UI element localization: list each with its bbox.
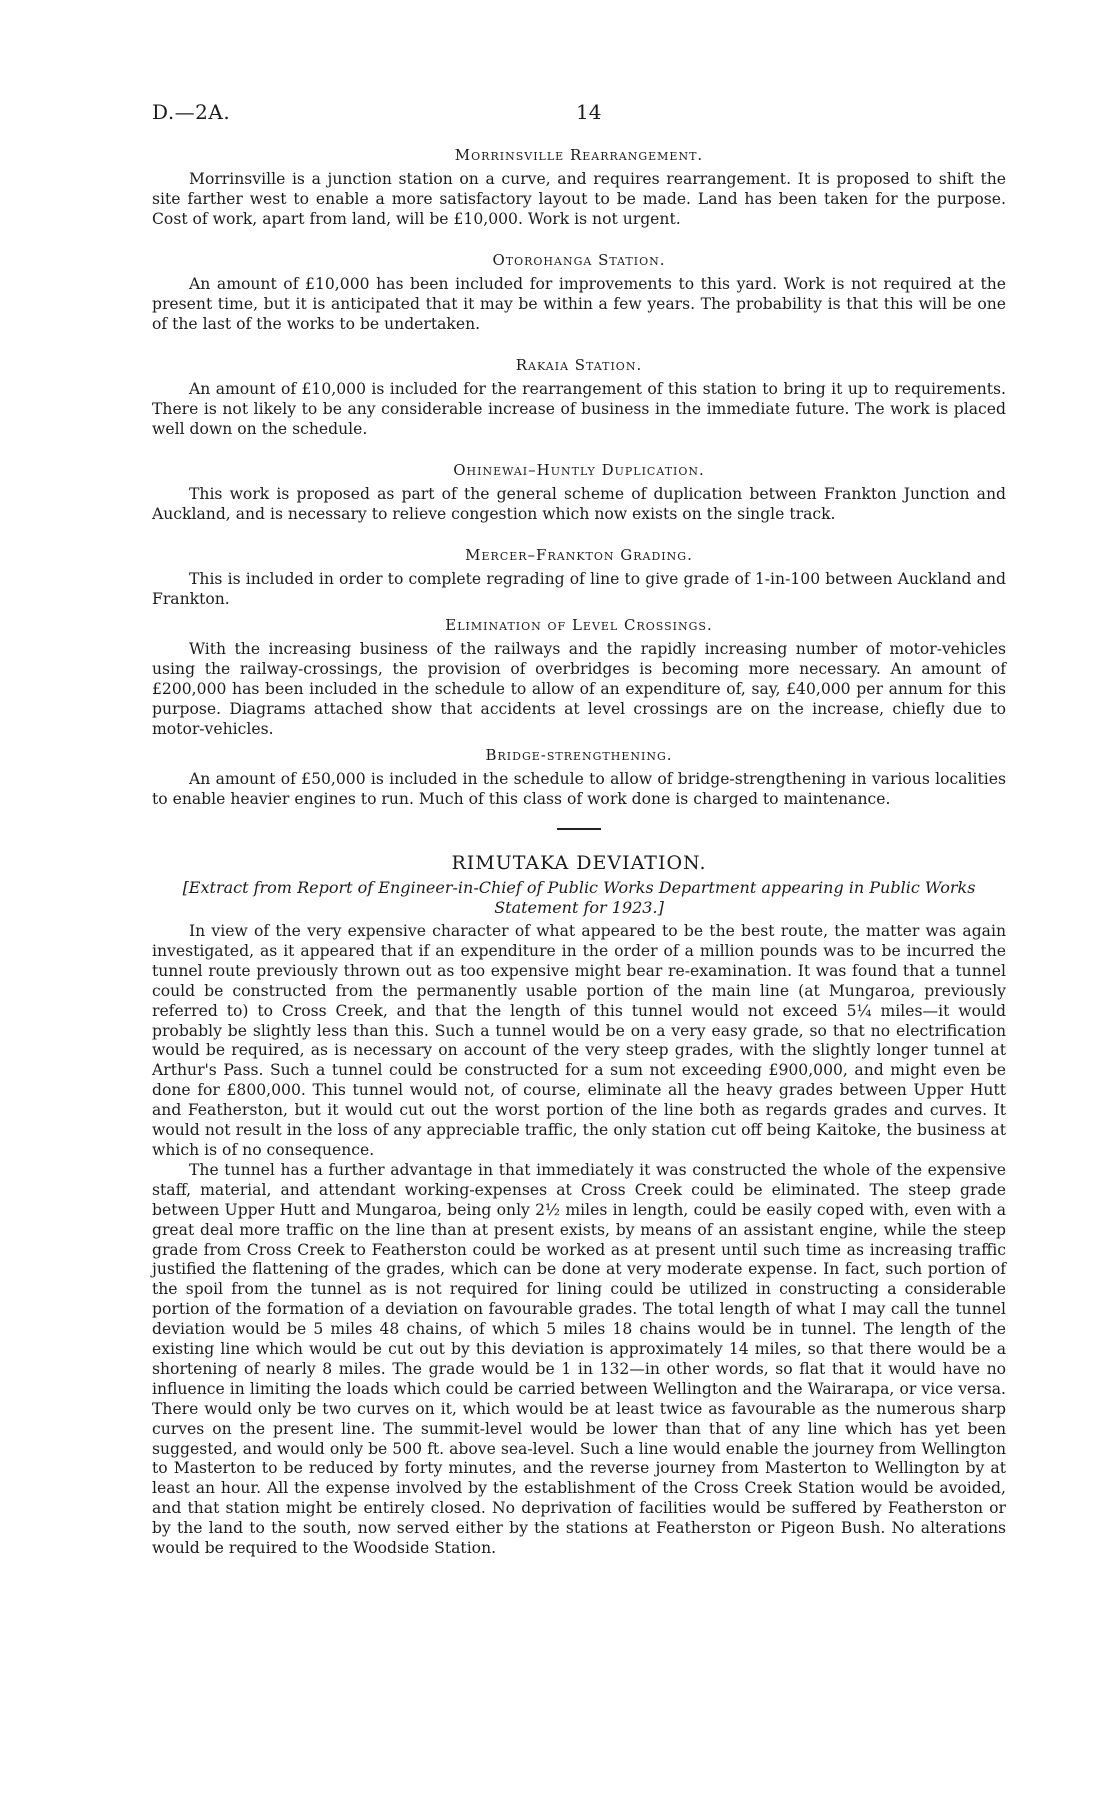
section-text-level-crossings: With the increasing business of the railways and the rapidly increasing number of motor-vehicles using the railway-crossings, the provision of overbridges is becoming more necessary. An amount of £200,000 has been included in the schedule to allow of an expenditure of, say, £40,000 per annum for this purpose. Diagrams attached show that accidents at level crossings are on the increase, chiefly due to motor-vehicles. bbox=[152, 640, 1006, 738]
section-heading-bridge-strengthening: Bridge-strengthening. bbox=[485, 746, 673, 764]
section-heading-morrinsville: Morrinsville Rearrangement. bbox=[454, 146, 704, 164]
section-text-morrinsville: Morrinsville is a junction station on a curve, and requires rearrangement. It is proposed to shift the site farther west to enable a more satisfactory layout to be made. Land has been taken for the purpose. Cost of work, apart from land, will be £10,000. Work is not urgent. bbox=[152, 170, 1006, 228]
section-heading-level-crossings: Elimination of Level Crossings. bbox=[445, 616, 713, 634]
section-heading-mercer: Mercer–Frankton Grading. bbox=[465, 546, 693, 564]
text-column bbox=[152, 145, 1006, 1559]
rimutaka-body bbox=[152, 922, 1006, 1559]
section-heading-rakaia: Rakaia Station. bbox=[515, 356, 643, 374]
rimutaka-title: RIMUTAKA DEVIATION. bbox=[451, 852, 707, 874]
page-header bbox=[152, 100, 1012, 130]
page-number: 14 bbox=[576, 100, 602, 124]
rimutaka-extract-note: [Extract from Report of Engineer-in-Chief of Public Works Department appearing in Public Works Statement for 1923.] bbox=[182, 878, 976, 917]
section-text-ohinewai: This work is proposed as part of the general scheme of duplication between Frankton Junction and Auckland, and is necessary to relieve congestion which now exists on the single track. bbox=[152, 485, 1006, 523]
section-text-bridge-strengthening: An amount of £50,000 is included in the schedule to allow of bridge-strengthening in various localities to enable heavier engines to run. Much of this class of work done is charged to maintenance. bbox=[152, 770, 1006, 808]
section-text-mercer: This is included in order to complete regrading of line to give grade of 1-in-100 between Auckland and Frankton. bbox=[152, 570, 1006, 608]
section-heading-ohinewai: Ohinewai–Huntly Duplication. bbox=[453, 461, 705, 479]
section-divider bbox=[557, 828, 601, 830]
rimutaka-paragraph-2: The tunnel has a further advantage in that immediately it was constructed the whole of the expensive staff, material, and attendant working-expenses at Cross Creek could be eliminated. The steep grade between Upper Hutt and Mungaroa, being only 2½ miles in length, could be easily coped with, even with a great deal more traffic on the line than at present exists, by means of an assistant engine, while the steep grade from Cross Creek to Featherston could be worked as at present until such time as increasing traffic justified the flattening of the grades, which can be done at very moderate expense. In fact, such portion of the spoil from the tunnel as is not required for lining could be utilized in constructing a considerable portion of the formation of a deviation on favourable grades. The total length of what I may call the tunnel deviation would be 5 miles 48 chains, of which 5 miles 18 chains would be in tunnel. The length of the existing line which would be cut out by this deviation is approximately 14 miles, so that there would be a shortening of nearly 8 miles. The grade would be 1 in 132—in other words, so flat that it would have no influence in limiting the loads which could be carried between Wellington and the Wairarapa, or vice versa. There would only be two curves on it, which would be at least twice as favourable as the numerous sharp curves on the present line. The summit-level would be lower than that of any line which has yet been suggested, and would only be 500 ft. above sea-level. Such a line would enable the journey from Wellington to Masterton to be reduced by forty minutes, and the reverse journey from Masterton to Wellington by at least an hour. All the expense involved by the establishment of the Cross Creek Station would be avoided, and that station might be entirely closed. No deprivation of facilities would be suffered by Featherston or by the land to the south, now served either by the stations at Featherston or Pigeon Bush. No alterations would be required to the Woodside Station. bbox=[152, 1160, 1006, 1558]
rimutaka-paragraph-1: In view of the very expensive character of what appeared to be the best route, the matter was again investigated, as it appeared that if an expenditure in the order of a million pounds was to be incurred the tunnel route previously thrown out as too expensive might bear re-examination. It was found that a tunnel could be constructed from the permanently usable portion of the main line (at Mungaroa, previously referred to) to Cross Creek, and that the length of this tunnel would not exceed 5¼ miles—it would probably be slightly less than this. Such a tunnel would be on a very easy grade, so that no electrification would be required, as is necessary on account of the very steep grades, with the slightly longer tunnel at Arthur's Pass. Such a tunnel could be constructed for a sum not exceeding £900,000, and might even be done for £800,000. This tunnel would not, of course, eliminate all the heavy grades between Upper Hutt and Featherston, but it would cut out the worst portion of the line both as regards grades and curves. It would not result in the loss of any appreciable traffic, the only station cut off being Kaitoke, the business at which is of no consequence. bbox=[152, 922, 1006, 1159]
document-reference: D.—2A. bbox=[152, 100, 231, 124]
section-text-rakaia: An amount of £10,000 is included for the rearrangement of this station to bring it up to requirements. There is not likely to be any considerable increase of business in the immediate future. The work is placed well down on the schedule. bbox=[152, 380, 1006, 438]
section-text-otorohanga: An amount of £10,000 has been included for improvements to this yard. Work is not required at the present time, but it is anticipated that it may be within a few years. The probability is that this will be one of the last of the works to be undertaken. bbox=[152, 275, 1006, 333]
section-heading-otorohanga: Otorohanga Station. bbox=[492, 251, 666, 269]
